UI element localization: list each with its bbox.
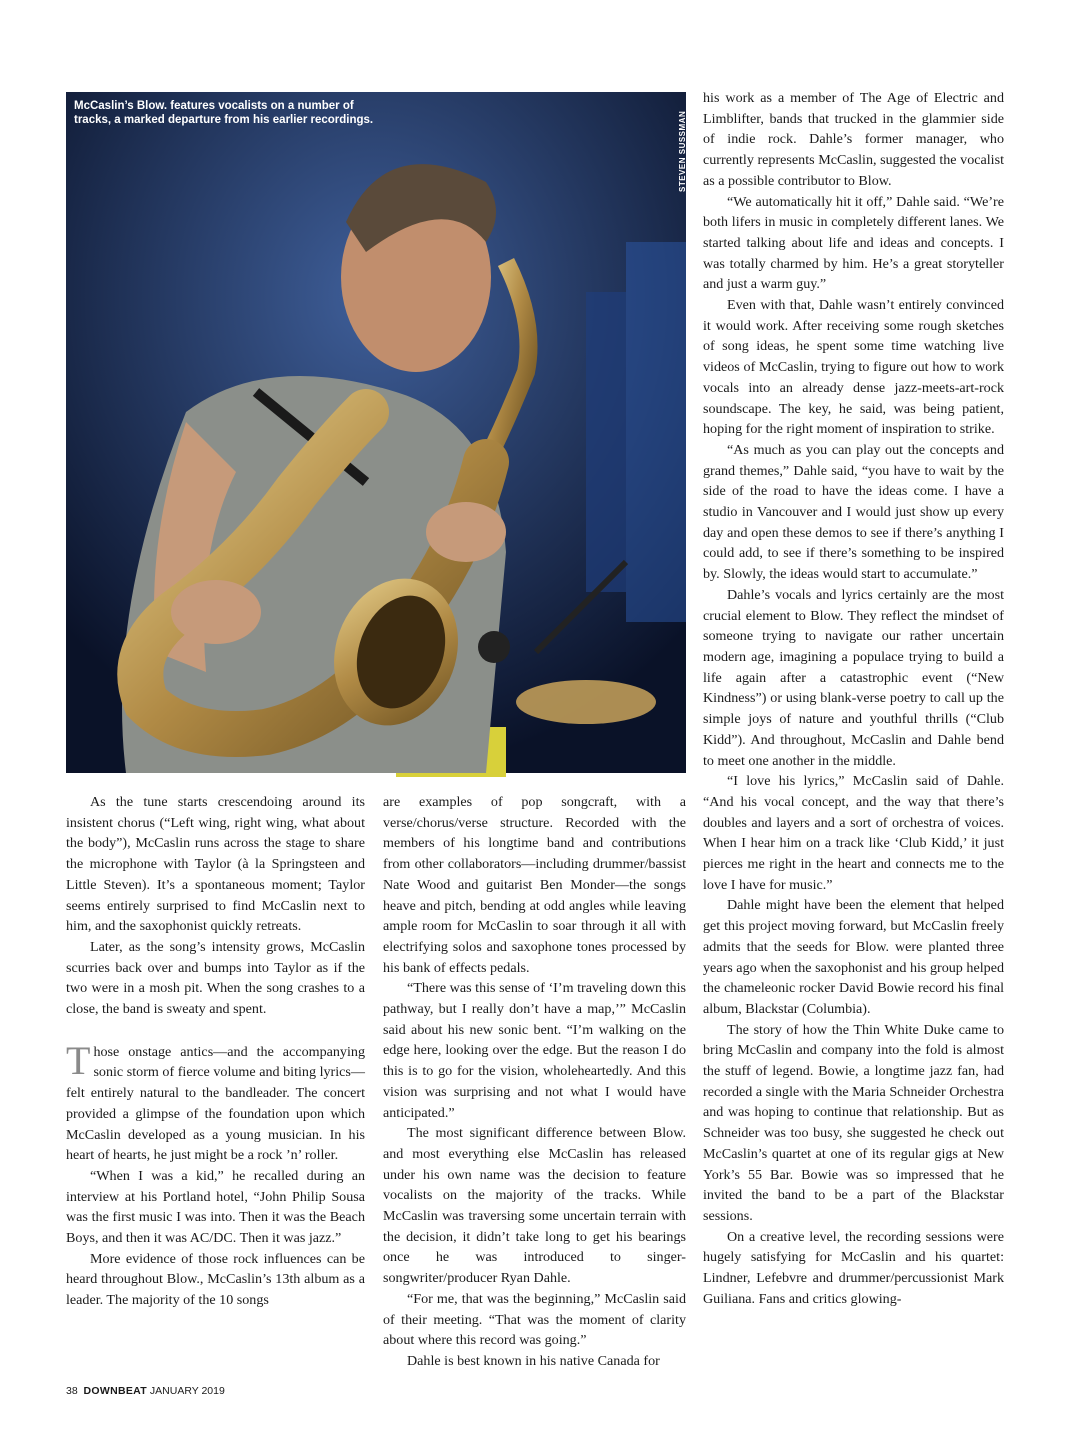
photo-caption: McCaslin’s Blow. features vocalists on a number of tracks, a marked departure from his earlier recordings. (74, 100, 374, 126)
paragraph-dropcap (66, 1037, 365, 1166)
magazine-name: DOWNBEAT (83, 1385, 147, 1397)
paragraph: Dahle’s vocals and lyrics certainly are the most crucial element to Blow. They reflect the mindset of someone trying to navigate our rather uncertain modern age, imagining a populace trying to build a life again after a catastrophic event (“New Kindness”) or using blank-verse poetry to call up the simple joys of nature and youthful thrills (“Club Kidd”). And throughout, McCaslin and Dahle bend to meet one another in the middle. (703, 586, 1004, 769)
issue-date: JANUARY 2019 (149, 1385, 225, 1397)
concert-photo (66, 92, 686, 773)
page-footer (66, 1385, 225, 1397)
paragraph: Dahle might have been the element that helped get this project moving forward, but McCaslin freely admits that the seeds for Blow. were planted three years ago when the saxophonist and his group helped the chameleonic rocker David Bowie record his final album, Blackstar (Columbia). (703, 897, 1004, 1017)
photo-credit (666, 102, 687, 192)
paragraph: Dahle is best known in his native Canada for (407, 1352, 660, 1369)
paragraph: As the tune starts crescendoing around its insistent chorus (“Left wing, right wing, what about the body”), McCaslin runs across the stage to share the microphone with Taylor (à la Springsteen and Little Steven). It’s a spontaneous moment; Taylor seems entirely surprised to find McCaslin next to him, and the saxophonist quickly retreats. (66, 794, 365, 935)
paragraph: his work as a member of The Age of Electric and Limblifter, bands that trucked in the glammier side of indie rock. Dahle’s former manager, who currently represents McCaslin, suggested the vocalist as a possible contributor to Blow. (703, 90, 1004, 189)
article-column-2 (383, 792, 686, 1372)
paragraph: More evidence of those rock influences can be heard throughout Blow., McCaslin’s 13th album as a leader. The majority of the 10 songs (66, 1250, 365, 1309)
paragraph: “As much as you can play out the concepts and grand themes,” Dahle said, “you have to wait by the side of the road to have the ideas come. I have a studio in Vancouver and I would just show up every day and open these demos to see if there’s anything I could add, to see if there’s something to be inspired by. Slowly, the ideas would start to accumulate.” (703, 441, 1004, 583)
saxophonist-illustration (66, 92, 686, 773)
paragraph: “When I was a kid,” he recalled during an interview at his Portland hotel, “John Philip Sousa was the first music I was into. Then it was the Beach Boys, and then it was AC/DC. Then it was jazz.” (66, 1167, 365, 1247)
page-number: 38 (66, 1385, 78, 1397)
photo-credit-text: STEVEN SUSSMAN (678, 110, 687, 192)
drop-cap: T (66, 1037, 91, 1083)
paragraph: “I love his lyrics,” McCaslin said of Dahle. “And his vocal concept, and the way that there’s doubles and layers and a sort of orchestra of voices. When I hear him on a track like ‘Club Kidd,’ it just pierces me right in the heart and connects me to the love I have for music.” (703, 773, 1004, 893)
paragraph: are examples of pop songcraft, with a verse/chorus/verse structure. Recorded with the members of his longtime band and contributions from other collaborators—including drummer/bassist Nate Wood and guitarist Ben Monder—the songs heave and pitch, bending at odd angles while leaving ample room for McCaslin to soar through it all with electrifying solos and saxophone tones processed by his bank of effects pedals. (383, 794, 686, 976)
paragraph: On a creative level, the recording sessions were hugely satisfying for McCaslin and his quartet: Lindner, Lefebvre and drummer/percussionist Mark Guiliana. Fans and critics glowing- (703, 1228, 1004, 1307)
paragraph: “There was this sense of ‘I’m traveling down this pathway, but I really don’t have a map,’” McCaslin said about his new sonic bent. “I’m walking on the edge here, looking over the edge. But the reason I do this is to go for the vision, wholeheartedly. And this vision was surprising and not what I would have anticipated.” (383, 980, 686, 1121)
paragraph: Later, as the song’s intensity grows, McCaslin scurries back over and bumps into Taylor as if the two were in a mosh pit. When the song crashes to a close, the band is sweaty and spent. (66, 938, 365, 1018)
article-column-3 (703, 88, 1004, 1309)
paragraph: The story of how the Thin White Duke came to bring McCaslin and company into the fold is almost the stuff of legend. Bowie, a longtime jazz fan, had recorded a single with the Maria Schneider Orchestra and was hoping to continue that relationship. But as Schneider was too busy, she suggested he check out McCaslin’s quartet at one of its regular gigs at New York’s 55 Bar. Bowie was so impressed that he invited the band to be a part of the Blackstar sessions. (703, 1021, 1004, 1224)
paragraph: Even with that, Dahle wasn’t entirely convinced it would work. After receiving some rough sketches of song ideas, he spent some time watching live videos of McCaslin, trying to figure out how to work vocals into an already dense jazz-meets-art-rock soundscape. The key, he said, was being patient, hoping for the right moment of inspiration to strike. (703, 297, 1004, 438)
paragraph-text: hose onstage antics—and the accompanying sonic storm of fierce volume and biting lyrics—felt entirely natural to the bandleader. The concert provided a glimpse of the foundation upon which McCaslin developed as a young musician. In his heart of hearts, he just might be a rock ’n’ roller. (66, 1043, 365, 1164)
paragraph: The most significant difference between Blow. and most everything else McCaslin has released under his own name was the decision to feature vocalists on the majority of the tracks. While McCaslin was traversing some uncertain terrain with the decision, it didn’t take long to get his bearings once he was introduced to singer-songwriter/producer Ryan Dahle. (383, 1125, 686, 1287)
paragraph: “We automatically hit it off,” Dahle said. “We’re both lifers in music in completely different lanes. We started talking about life and ideas and concepts. I was totally charmed by him. He’s a great storyteller and just a warm guy.” (703, 193, 1004, 293)
paragraph: “For me, that was the beginning,” McCaslin said of their meeting. “That was the moment of clarity about where this record was going.” (383, 1290, 686, 1349)
article-column-1 (66, 792, 365, 1311)
